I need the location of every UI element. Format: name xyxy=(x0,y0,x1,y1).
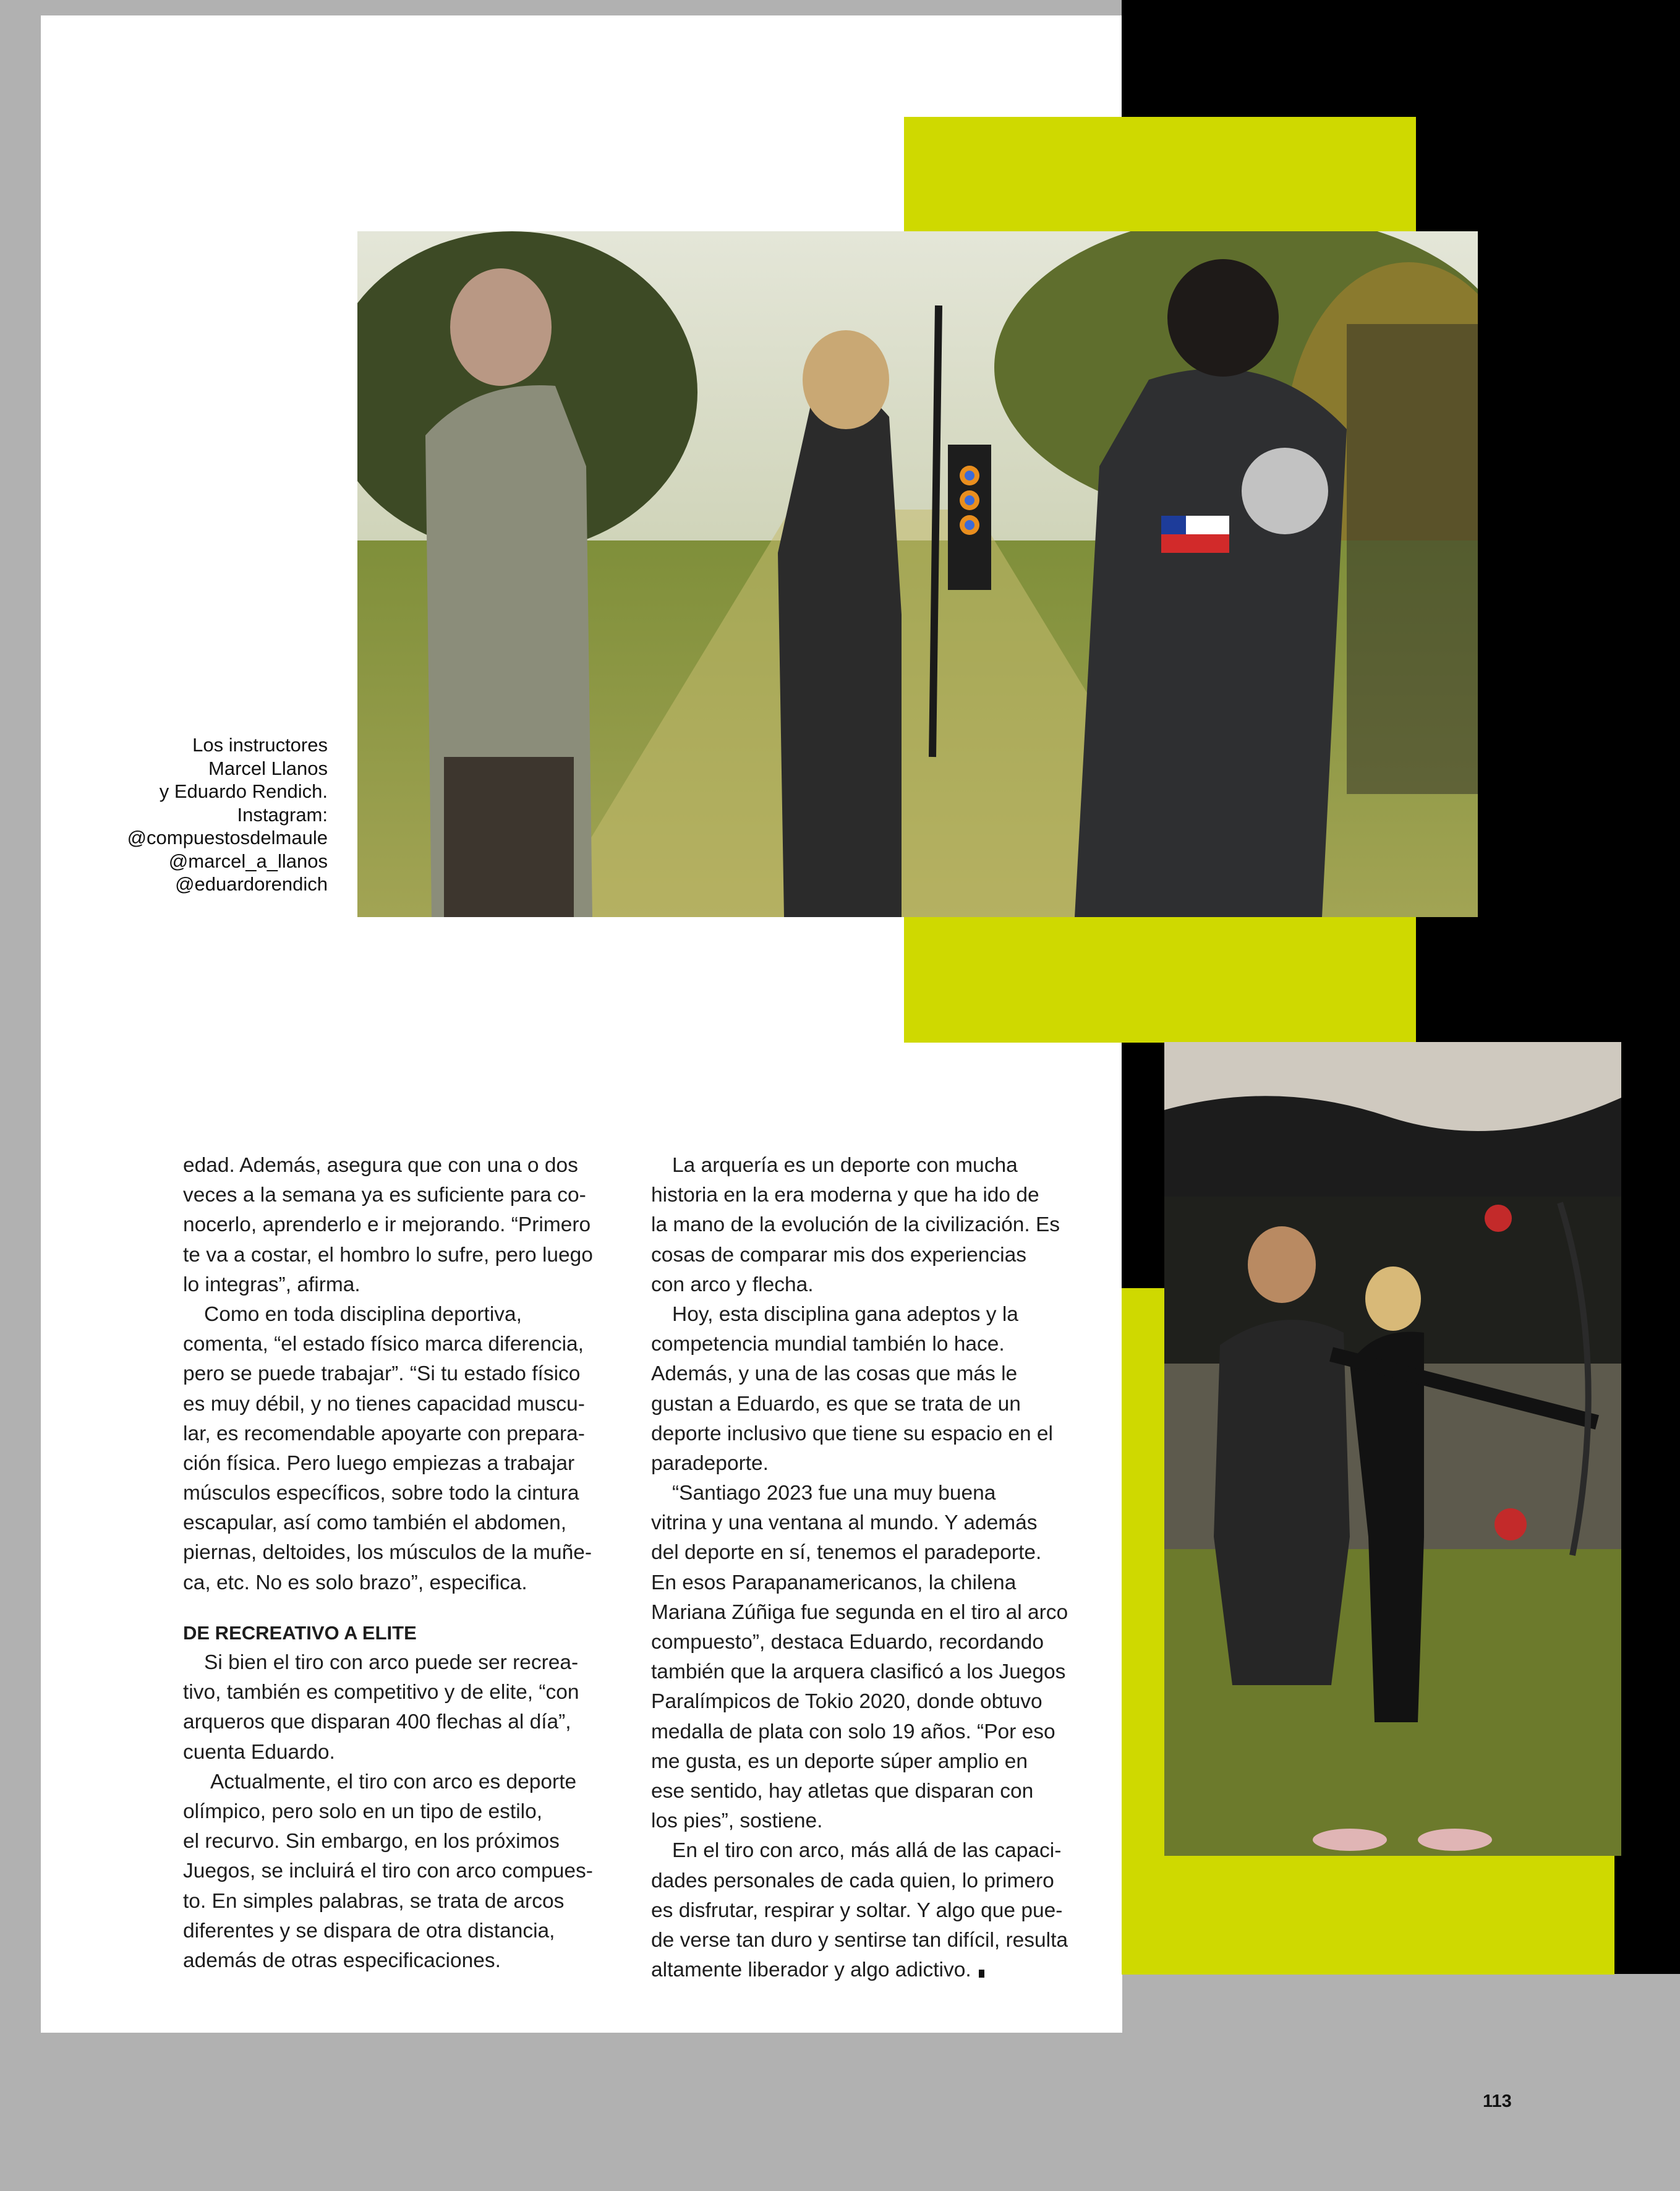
text-line: escapular, así como también el abdomen, xyxy=(183,1511,567,1535)
caption-line: @compuestosdelmaule xyxy=(127,827,328,848)
text-line: to. En simples palabras, se trata de arcos xyxy=(183,1889,565,1913)
text-line: lo integras”, afirma. xyxy=(183,1273,360,1296)
text-line: En el tiro con arco, más allá de las capaci- xyxy=(672,1839,1062,1863)
text-line: pero se puede trabajar”. “Si tu estado físico xyxy=(183,1362,581,1386)
text-line: Si bien el tiro con arco puede ser recrea- xyxy=(204,1651,579,1674)
text-line: cuenta Eduardo. xyxy=(183,1740,335,1764)
end-of-article-mark xyxy=(979,1970,984,1978)
text-line: nocerlo, aprenderlo e ir mejorando. “Primero xyxy=(183,1213,591,1237)
text-line: también que la arquera clasificó a los Juegos xyxy=(651,1660,1066,1684)
text-line: los pies”, sostiene. xyxy=(651,1809,823,1833)
photo-caption xyxy=(62,733,328,896)
text-line: paradeporte. xyxy=(651,1451,769,1475)
text-line: arqueros que disparan 400 flechas al día”, xyxy=(183,1711,571,1734)
text-line: Además, y una de las cosas que más le xyxy=(651,1362,1018,1386)
text-line: compuesto”, destaca Eduardo, recordando xyxy=(651,1631,1044,1654)
article-column-1 xyxy=(183,1151,628,1976)
photo-archer-drawing-bow xyxy=(1164,1042,1621,1856)
text-line: cosas de comparar mis dos experiencias xyxy=(651,1243,1026,1266)
text-line: En esos Parapanamericanos, la chilena xyxy=(651,1571,1017,1594)
text-line: altamente liberador y algo adictivo. xyxy=(651,1958,971,1982)
text-line: ese sentido, hay atletas que disparan con xyxy=(651,1779,1034,1803)
text-line: tivo, también es competitivo y de elite, “con xyxy=(183,1681,579,1704)
text-line: del deporte en sí, tenemos el paradeporte. xyxy=(651,1541,1042,1565)
text-line: diferentes y se dispara de otra distancia, xyxy=(183,1919,555,1942)
caption-line: @eduardorendich xyxy=(175,873,328,895)
text-line: medalla de plata con solo 19 años. “Por eso xyxy=(651,1720,1055,1743)
text-line: dades personales de cada quien, lo primero xyxy=(651,1869,1054,1892)
article-column-2 xyxy=(651,1151,1096,1985)
text-line: me gusta, es un deporte súper amplio en xyxy=(651,1749,1028,1773)
text-line: edad. Además, asegura que con una o dos xyxy=(183,1154,578,1177)
caption-line: y Eduardo Rendich. xyxy=(159,780,328,802)
text-line: es disfrutar, respirar y soltar. Y algo que pue- xyxy=(651,1898,1063,1922)
text-line: ca, etc. No es solo brazo”, especifica. xyxy=(183,1571,527,1594)
text-line: la mano de la evolución de la civilización. Es xyxy=(651,1213,1060,1237)
text-line: Paralímpicos de Tokio 2020, donde obtuvo xyxy=(651,1690,1043,1714)
text-line: con arco y flecha. xyxy=(651,1273,814,1296)
text-line: Juegos, se incluirá el tiro con arco compues- xyxy=(183,1860,593,1883)
text-line: vitrina y una ventana al mundo. Y además xyxy=(651,1511,1038,1535)
text-line: “Santiago 2023 fue una muy buena xyxy=(672,1482,996,1505)
text-line: gustan a Eduardo, es que se trata de un xyxy=(651,1392,1021,1416)
caption-line: Instagram: xyxy=(237,803,328,826)
photo-instructors-archery xyxy=(357,231,1478,917)
caption-line: Los instructores xyxy=(192,734,328,756)
section-heading: DE RECREATIVO A ELITE xyxy=(183,1621,417,1644)
text-line: historia en la era moderna y que ha ido de xyxy=(651,1184,1039,1207)
text-line: comenta, “el estado físico marca diferencia, xyxy=(183,1333,584,1356)
text-line: competencia mundial también lo hace. xyxy=(651,1333,1005,1356)
text-line: Actualmente, el tiro con arco es deporte xyxy=(210,1770,577,1793)
text-line: olímpico, pero solo en un tipo de estilo, xyxy=(183,1800,543,1823)
text-line: lar, es recomendable apoyarte con prepara- xyxy=(183,1422,585,1445)
paragraph-gap xyxy=(183,1598,628,1618)
text-line: músculos específicos, sobre todo la cintura xyxy=(183,1482,579,1505)
text-line: de verse tan duro y sentirse tan difícil, resulta xyxy=(651,1928,1068,1952)
text-line: Mariana Zúñiga fue segunda en el tiro al arco xyxy=(651,1600,1068,1624)
page-number: 113 xyxy=(1483,2091,1512,2111)
text-line: Hoy, esta disciplina gana adeptos y la xyxy=(672,1302,1018,1326)
text-line: ción física. Pero luego empiezas a trabajar xyxy=(183,1451,575,1475)
text-line: veces a la semana ya es suficiente para co- xyxy=(183,1184,586,1207)
text-line: deporte inclusivo que tiene su espacio en el xyxy=(651,1422,1053,1445)
caption-line: Marcel Llanos xyxy=(208,757,328,779)
final-text-line xyxy=(651,1955,1096,1985)
text-line: La arquería es un deporte con mucha xyxy=(672,1154,1018,1177)
text-line: es muy débil, y no tienes capacidad muscu- xyxy=(183,1392,585,1416)
text-line: además de otras especificaciones. xyxy=(183,1949,501,1972)
text-line: piernas, deltoides, los músculos de la muñe- xyxy=(183,1541,592,1565)
text-line: Como en toda disciplina deportiva, xyxy=(204,1302,522,1326)
caption-line: @marcel_a_llanos xyxy=(168,850,328,872)
text-line: te va a costar, el hombro lo sufre, pero luego xyxy=(183,1243,593,1266)
text-line: el recurvo. Sin embargo, en los próximos xyxy=(183,1830,560,1853)
